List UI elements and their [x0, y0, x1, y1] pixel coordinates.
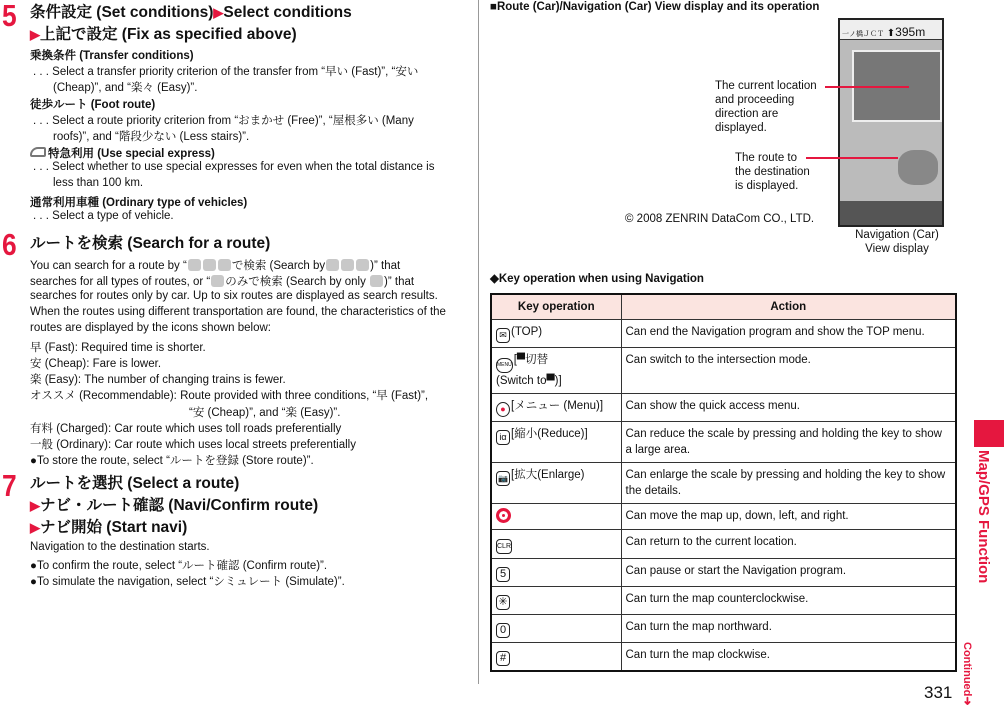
clr-key-icon: CLR [496, 539, 512, 554]
step-heading: 条件設定 (Set conditions)▶Select conditions [30, 4, 352, 21]
zero-key-icon: 0 [496, 623, 510, 638]
copyright: © 2008 ZENRIN DataCom CO., LTD. [625, 213, 815, 225]
key-cell [491, 348, 621, 394]
action-cell: Can show the quick access menu. [621, 394, 956, 422]
walk-icon [326, 259, 339, 271]
key-cell [491, 504, 621, 530]
table-row [491, 643, 956, 672]
key-cell [491, 463, 621, 504]
walk-icon [188, 259, 201, 271]
callout-current-location: The current location and proceeding direction are displayed. [715, 80, 817, 134]
bullet-note: ●To store the route, select “ルートを登録 (Store route)”. [30, 455, 314, 467]
body-line: When the routes using different transportation are found, the characteristics of the [30, 306, 446, 318]
table-row [491, 615, 956, 643]
table-row [491, 530, 956, 559]
option-desc: roofs)”, and “階段少ない (Less stairs)”. [53, 131, 250, 143]
body-line: routes are displayed by the icons shown below: [30, 322, 272, 334]
option-desc: less than 100 km. [53, 177, 144, 189]
action-cell: Can move the map up, down, left, and right. [621, 504, 956, 530]
body-line: 楽 (Easy): The number of changing trains is fewer. [30, 374, 286, 386]
section-title: Map/GPS Function [975, 450, 992, 584]
train-icon [341, 259, 354, 271]
table-row [491, 394, 956, 422]
option-desc: . . . Select a type of vehicle. [33, 210, 174, 222]
table-row [491, 348, 956, 394]
car-icon [218, 259, 231, 271]
option-title: 特急利用 (Use special express) [30, 145, 215, 161]
column-header: Action [621, 294, 956, 320]
car-icon [370, 275, 383, 287]
step-heading: ▶ナビ開始 (Start navi) [30, 519, 188, 536]
body-line: You can search for a route by “ で検索 (Search by )” that [30, 260, 401, 272]
mail-key-icon: ✉ [496, 328, 510, 343]
bullet-note: ●To confirm the route, select “ルート確認 (Confirm route)”. [30, 560, 328, 572]
key-operation-table [490, 293, 957, 672]
express-icon [30, 147, 46, 157]
option-desc: . . . Select whether to use special expresses for even when the total distance is [33, 161, 435, 173]
key-label: (Switch to▀)] [496, 375, 562, 387]
key-cell [491, 559, 621, 587]
key-label: [▀切替 [513, 354, 549, 366]
column-header: Key operation [491, 294, 621, 320]
menu-key-icon: MENU [496, 358, 513, 373]
option-desc: . . . Select a transfer priority criterion of the transfer from “早い (Fast)”, “安い [33, 66, 419, 78]
option-desc: (Cheap)”, and “楽々 (Easy)”. [53, 82, 198, 94]
table-row [491, 463, 956, 504]
map-banner: 一ノ橋ＪＣＴ ⬆395m [840, 20, 942, 40]
body-line: 有料 (Charged): Car route which uses toll roads preferentially [30, 423, 342, 435]
table-heading: ◆Key operation when using Navigation [490, 273, 704, 285]
action-cell: Can pause or start the Navigation program. [621, 559, 956, 587]
option-desc: . . . Select a route priority criterion from “おまかせ (Free)”, “屋根多い (Many [33, 115, 414, 127]
key-cell [491, 422, 621, 463]
option-title: 乗換条件 (Transfer conditions) [30, 50, 194, 62]
key-label: [縮小(Reduce)] [511, 428, 588, 440]
callout-route: The route to the destination is displayed. [735, 152, 810, 192]
step-number: 5 [2, 0, 17, 33]
table-row [491, 587, 956, 615]
action-cell: Can switch to the intersection mode. [621, 348, 956, 394]
key-cell [491, 643, 621, 672]
table-row [491, 422, 956, 463]
page-number: 331 [924, 683, 953, 702]
i-alpha-key-icon: iα [496, 430, 510, 445]
column-divider [478, 0, 479, 684]
action-cell: Can end the Navigation program and show the TOP menu. [621, 320, 956, 348]
body-line: 早 (Fast): Required time is shorter. [30, 342, 206, 354]
five-key-icon: 5 [496, 567, 510, 582]
step-number: 6 [2, 227, 17, 262]
step-number: 7 [2, 468, 17, 503]
step-heading: ▶上記で設定 (Fix as specified above) [30, 26, 297, 43]
table-row [491, 320, 956, 348]
map-softkeys [840, 201, 942, 225]
asterisk-key-icon: ✳ [496, 595, 510, 610]
action-cell: Can turn the map clockwise. [621, 643, 956, 672]
hash-key-icon: # [496, 651, 510, 666]
action-cell: Can reduce the scale by pressing and holding the key to show a large area. [621, 422, 956, 463]
step-heading: ルートを選択 (Select a route) [30, 475, 240, 492]
step-heading: ルートを検索 (Search for a route) [30, 235, 271, 252]
bullet-note: ●To simulate the navigation, select “シミュレート (Simulate)”. [30, 576, 345, 588]
callout-line [806, 157, 898, 159]
camera-key-icon: 📷 [496, 471, 510, 486]
key-cell [491, 615, 621, 643]
key-cell [491, 530, 621, 559]
body-line: オススメ (Recommendable): Route provided with three conditions, “早 (Fast)”, [30, 390, 429, 402]
body-line: searches for all types of routes, or “ のみで検索 (Search by only )” that [30, 276, 415, 288]
body-line: Navigation to the destination starts. [30, 541, 210, 553]
option-title: 通常利用車種 (Ordinary type of vehicles) [30, 197, 248, 209]
body-line: “安 (Cheap)”, and “楽 (Easy)”. [189, 407, 341, 419]
action-cell: Can return to the current location. [621, 530, 956, 559]
action-cell: Can turn the map counterclockwise. [621, 587, 956, 615]
center-key-icon: ● [496, 402, 510, 417]
navigation-screen-image [838, 18, 944, 227]
action-cell: Can enlarge the scale by pressing and holding the key to show the details. [621, 463, 956, 504]
body-line: searches for routes only by car. Up to six routes are displayed as search results. [30, 290, 438, 302]
key-label: [メニュー (Menu)] [511, 400, 604, 412]
key-label: [拡大(Enlarge) [511, 469, 585, 481]
car-icon [211, 275, 224, 287]
car-icon [356, 259, 369, 271]
body-line: 安 (Cheap): Fare is lower. [30, 358, 162, 370]
step-heading: ▶ナビ・ルート確認 (Navi/Confirm route) [30, 497, 319, 514]
route-area [898, 150, 938, 185]
key-cell [491, 320, 621, 348]
continued-label: Continued➜ [961, 642, 973, 706]
table-row [491, 504, 956, 530]
arrow-down-icon: ➜ [961, 696, 973, 706]
table-header-row [491, 294, 956, 320]
multi-direction-key-icon [496, 508, 511, 523]
key-label: (TOP) [511, 326, 543, 338]
callout-line [825, 86, 909, 88]
table-row [491, 559, 956, 587]
train-icon [203, 259, 216, 271]
section-tab-marker [974, 420, 1004, 447]
section-heading: ■Route (Car)/Navigation (Car) View display and its operation [490, 1, 820, 13]
key-cell [491, 394, 621, 422]
action-cell: Can turn the map northward. [621, 615, 956, 643]
key-cell [491, 587, 621, 615]
image-caption: Navigation (Car) View display [855, 229, 939, 255]
option-title: 徒歩ルート (Foot route) [30, 99, 156, 111]
body-line: 一般 (Ordinary): Car route which uses local streets preferentially [30, 439, 356, 451]
